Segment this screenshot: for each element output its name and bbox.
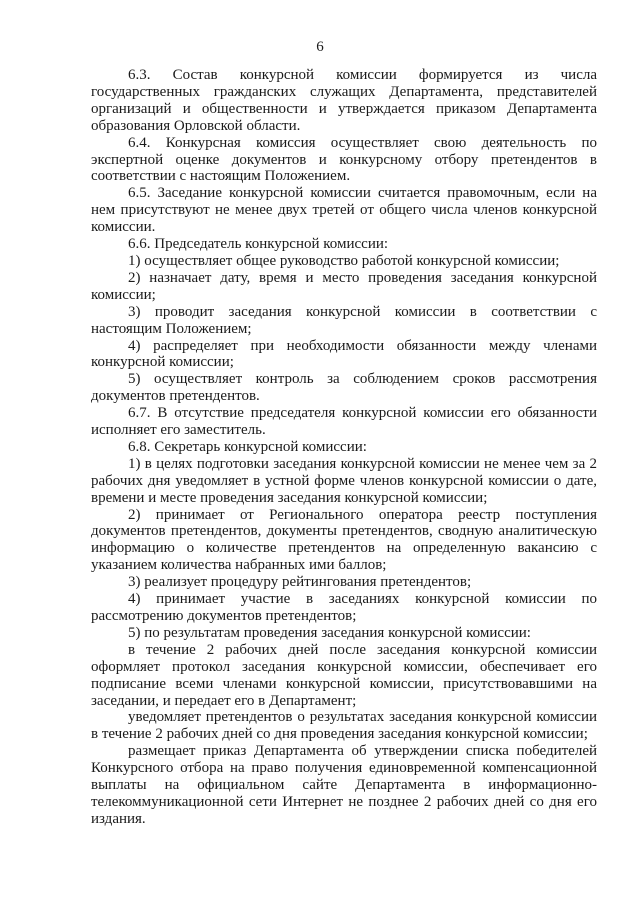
sub-item-notify: уведомляет претендентов о результатах заседания конкурсной комиссии в течение 2 рабочих дней со дня проведения заседания конкурсной комиссии; [91, 709, 597, 743]
paragraph-6-5: 6.5. Заседание конкурсной комиссии считается правомочным, если на нем присутствуют не менее двух третей от общего числа членов конкурсной комиссии. [91, 185, 597, 236]
list-item-6-6-2: 2) назначает дату, время и место проведения заседания конкурсной комиссии; [91, 269, 597, 303]
list-item-6-6-1: 1) осуществляет общее руководство работой конкурсной комиссии; [128, 252, 560, 269]
list-item-6-6-3: 3) проводит заседания конкурсной комиссии в соответствии с настоящим Положением; [91, 303, 597, 337]
paragraph-6-6: 6.6. Председатель конкурсной комиссии: [128, 236, 389, 253]
list-item-6-8-3: 3) реализует процедуру рейтингования претендентов; [128, 574, 472, 591]
sub-item-publish: размещает приказ Департамента об утверждении списка победителей Конкурсного отбора на право получения единовременной компенсационной выплаты на официальном сайте Департамента в информационно-телекоммуникационной сети Интернет не позднее 2 рабочих дней со дня его издания. [91, 743, 597, 827]
paragraph-6-7: 6.7. В отсутствие председателя конкурсной комиссии его обязанности исполняет его заместитель. [91, 405, 597, 439]
list-item-6-8-2: 2) принимает от Регионального оператора реестр поступления документов претендентов, документы претендентов, сводную аналитическую информацию о количестве претендентов на определенную вакансию с указанием количества набранных ими баллов; [91, 506, 597, 574]
list-item-6-8-4: 4) принимает участие в заседаниях конкурсной комиссии по рассмотрению документов претендентов; [91, 591, 597, 624]
page-number: 6 [316, 39, 324, 55]
document-body [91, 67, 597, 828]
list-item-6-8-5: 5) по результатам проведения заседания конкурсной комиссии: [128, 624, 531, 641]
paragraph-6-3: 6.3. Состав конкурсной комиссии формируется из числа государственных гражданских служащих Департамента, представителей организаций и общественности и утверждается приказом Департамента образования Орловской области. [91, 67, 597, 134]
list-item-6-8-1: 1) в целях подготовки заседания конкурсной комиссии не менее чем за 2 рабочих дня уведомляет в устной форме членов конкурсной комиссии о дате, времени и месте проведения заседания конкурсной комиссии; [91, 455, 597, 506]
paragraph-6-8: 6.8. Секретарь конкурсной комиссии: [128, 438, 367, 455]
paragraph-6-4: 6.4. Конкурсная комиссия осуществляет свою деятельность по экспертной оценке документов и конкурсному отбору претендентов в соответствии с настоящим Положением. [91, 134, 597, 185]
sub-item-protocol: в течение 2 рабочих дней после заседания конкурсной комиссии оформляет протокол заседания конкурсной комиссии, обеспечивает его подписание всеми членами конкурсной комиссии, присутствовавшими на заседании, и передает его в Департамент; [91, 641, 597, 709]
list-item-6-6-5: 5) осуществляет контроль за соблюдением сроков рассмотрения документов претендентов. [91, 371, 597, 405]
list-item-6-6-4: 4) распределяет при необходимости обязанности между членами конкурсной комиссии; [91, 337, 597, 371]
